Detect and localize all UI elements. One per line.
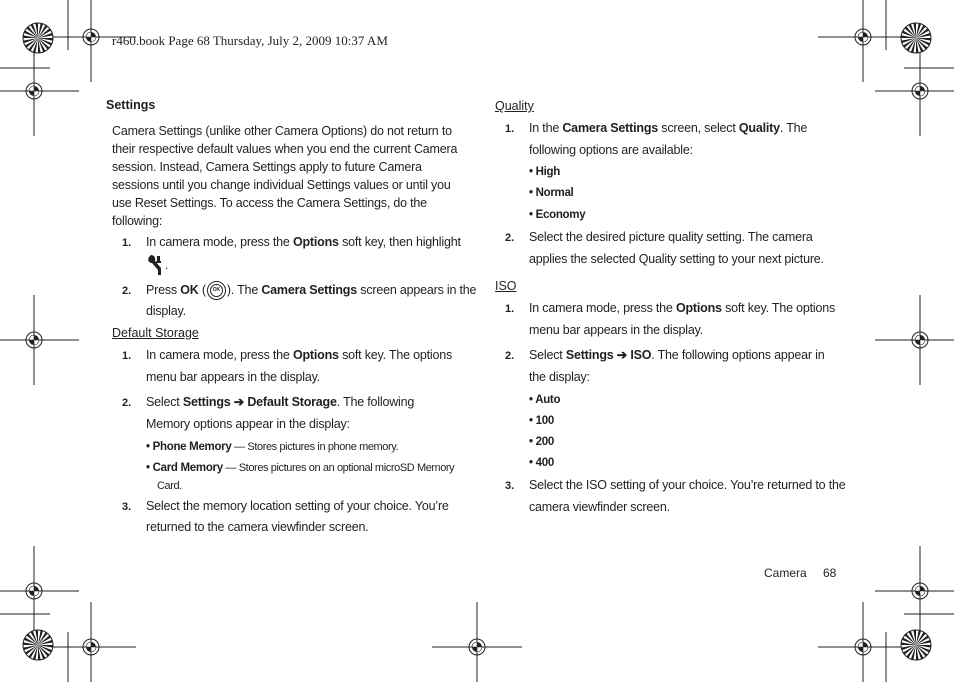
step-text: In camera mode, press the Options soft key. The options (529, 301, 836, 315)
subsection-title: ISO (495, 279, 517, 293)
step-number: 1. (505, 123, 515, 135)
intro-line: their respective default values when you end the current Camera (112, 142, 458, 156)
intro-paragraph (112, 122, 462, 230)
bullet-item: • Phone Memory — Stores pictures in phone memory. (146, 441, 399, 453)
page-number: 68 (823, 566, 837, 580)
intro-line: session. Instead, Camera Settings apply to future Camera (112, 160, 422, 174)
step-text: In camera mode, press the Options soft key. The options (146, 348, 453, 362)
step-number: 1. (122, 350, 132, 362)
step-text-cont: returned to the camera viewfinder screen. (146, 520, 369, 534)
step-text: In the Camera Settings screen, select Quality. The (529, 121, 808, 135)
bullet-item: • High (529, 166, 560, 178)
starburst-mark (901, 630, 931, 660)
step-text: Press OK ( OK ). The Camera Settings screen appears in the (146, 279, 476, 301)
bullet-item: • Card Memory — Stores pictures on an optional microSD Memory (146, 462, 455, 474)
step-text: Select the memory location setting of your choice. You’re (146, 499, 449, 513)
step-text: Select the ISO setting of your choice. You’re returned to the (529, 478, 846, 492)
subsection-title: Quality (495, 99, 534, 113)
intro-line: Camera Settings (unlike other Camera Options) do not return to (112, 124, 452, 138)
step-number: 2. (505, 232, 515, 244)
starburst-mark (901, 23, 931, 53)
step-text-cont: menu bar appears in the display. (146, 370, 321, 384)
subsection-title: Default Storage (112, 326, 199, 340)
step-number: 2. (122, 285, 132, 297)
step-text-cont: applies the selected Quality setting to your next picture. (529, 252, 824, 266)
step-text: Select the desired picture quality setting. The camera (529, 230, 813, 244)
ok-key-icon: OK (207, 281, 226, 300)
step-number: 1. (122, 237, 132, 249)
step-number: 3. (505, 480, 515, 492)
period: . (165, 258, 169, 272)
step-number: 1. (505, 303, 515, 315)
step-text-cont: display. (146, 304, 186, 318)
bullet-desc-cont: Card. (157, 480, 182, 492)
step-text-cont: camera viewfinder screen. (529, 500, 670, 514)
section-heading: Settings (106, 98, 156, 112)
footer-section: Camera (764, 566, 807, 580)
starburst-mark (23, 23, 53, 53)
intro-line: use Reset Settings. To access the Camera Settings, do the (112, 196, 427, 210)
bullet-item: • 400 (529, 457, 554, 469)
bullet-item: • Auto (529, 394, 561, 406)
bullet-item: • 200 (529, 436, 554, 448)
step-text-cont: menu bar appears in the display. (529, 323, 704, 337)
bullet-item: • 100 (529, 415, 554, 427)
step-text-cont: following options are available: (529, 143, 693, 157)
bullet-item: • Economy (529, 209, 586, 221)
step-text-cont: the display: (529, 370, 590, 384)
step-text: In camera mode, press the Options soft key, then highlight (146, 235, 461, 249)
starburst-mark (23, 630, 53, 660)
wrench-icon (146, 254, 169, 276)
step-number: 2. (505, 350, 515, 362)
intro-line: sessions until you change individual Settings values or until you (112, 178, 451, 192)
step-text-cont: Memory options appear in the display: (146, 417, 350, 431)
step-text: Select Settings ➔ ISO. The following options appear in (529, 348, 825, 362)
step-number: 3. (122, 501, 132, 513)
step-text: Select Settings ➔ Default Storage. The following (146, 395, 415, 409)
step-number: 2. (122, 397, 132, 409)
book-header: r460.book Page 68 Thursday, July 2, 2009 10:37 AM (112, 33, 388, 48)
bullet-item: • Normal (529, 187, 574, 199)
intro-line: following: (112, 214, 163, 228)
